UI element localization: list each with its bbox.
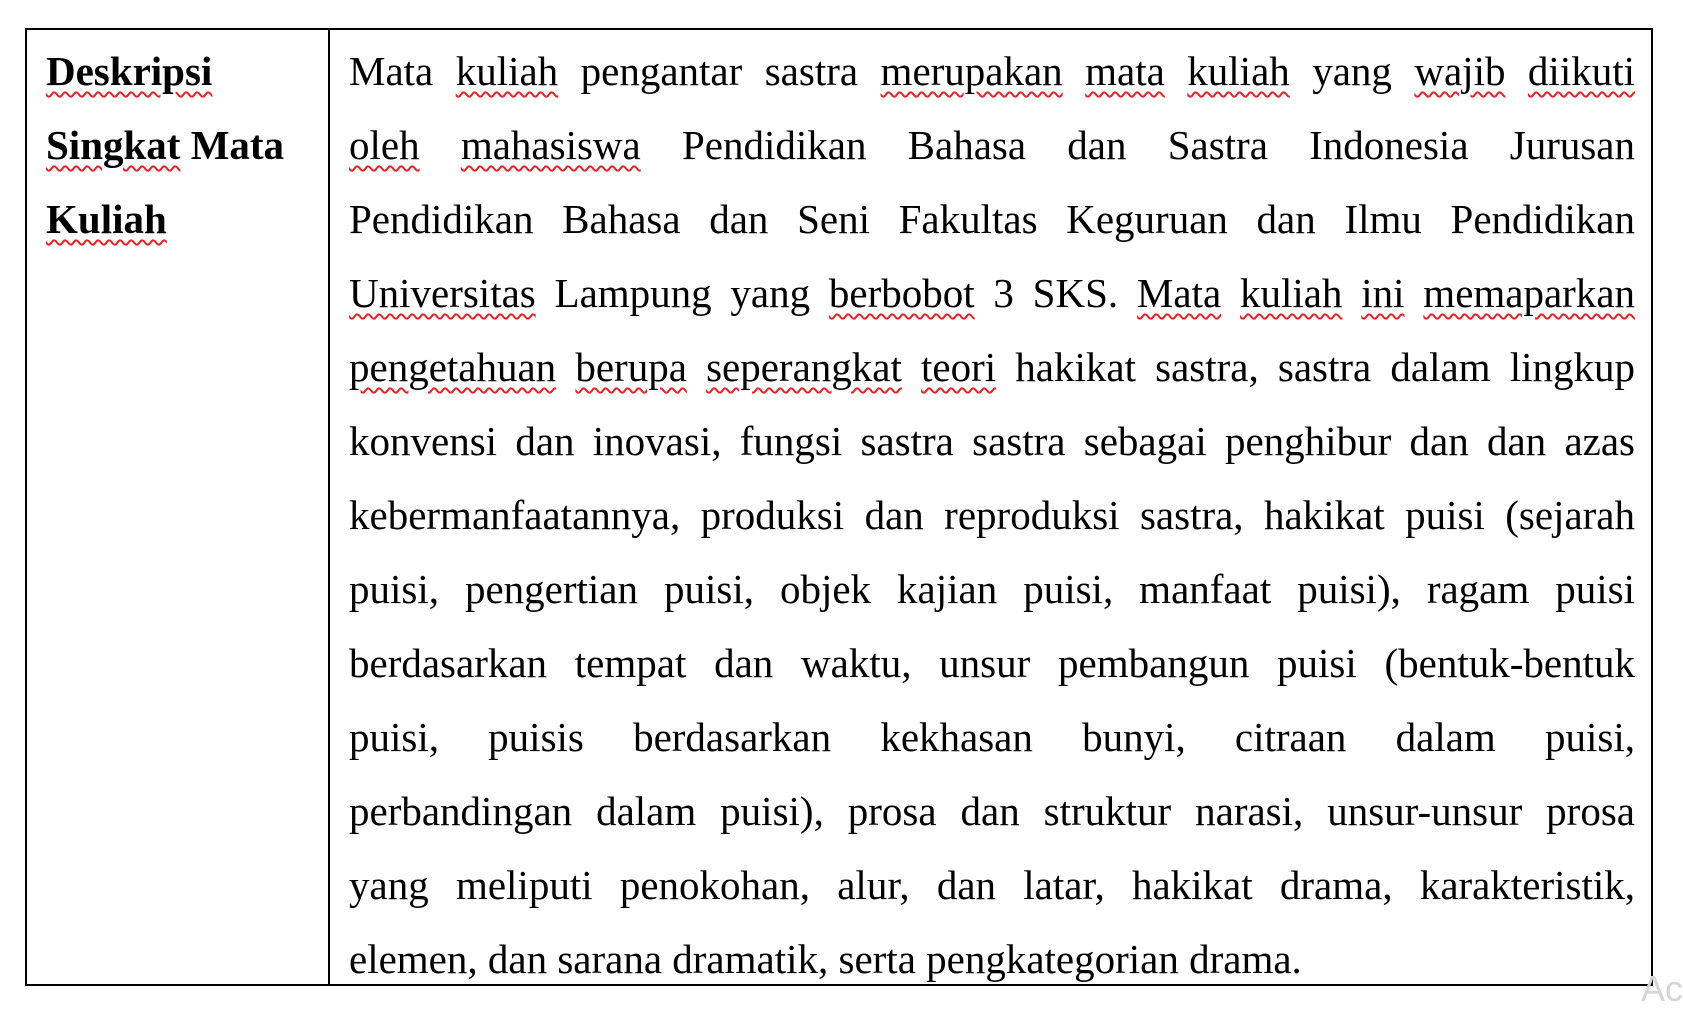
- label-line-1: Deskripsi: [46, 48, 213, 94]
- description-line-6: konvensi dan inovasi, fungsi sastra sastra sebagai penghibur dan dan azas: [349, 418, 1635, 464]
- description-line-2: oleh mahasiswa Pendidikan Bahasa dan Sastra Indonesia Jurusan: [349, 122, 1636, 168]
- label-line-2: Singkat Mata: [46, 122, 285, 168]
- description-line-11: perbandingan dalam puisi), prosa dan struktur narasi, unsur-unsur prosa: [349, 788, 1635, 834]
- label-word-singkat: Singkat: [46, 122, 181, 168]
- description-line-8: puisi, pengertian puisi, objek kajian puisi, manfaat puisi), ragam puisi: [349, 566, 1635, 612]
- course-description-table: [25, 28, 1653, 986]
- description-line-1: Mata kuliah pengantar sastra merupakan mata kuliah yang wajib diikuti: [349, 48, 1635, 94]
- label-cell: [27, 30, 330, 984]
- watermark-text: Ac: [1640, 968, 1683, 1009]
- description-line-12: yang meliputi penokohan, alur, dan latar, hakikat drama, karakteristik,: [349, 862, 1635, 908]
- description-line-9: berdasarkan tempat dan waktu, unsur pembangun puisi (bentuk-bentuk: [349, 640, 1635, 686]
- description-line-13: elemen, dan sarana dramatik, serta pengkategorian drama.: [349, 936, 1302, 982]
- description-line-10: puisi, puisis berdasarkan kekhasan bunyi, citraan dalam puisi,: [349, 714, 1635, 760]
- description-cell: [330, 30, 1651, 984]
- label-line-3: Kuliah: [46, 196, 167, 242]
- description-line-5: pengetahuan berupa seperangkat teori hakikat sastra, sastra dalam lingkup: [349, 344, 1636, 390]
- description-line-7: kebermanfaatannya, produksi dan reproduksi sastra, hakikat puisi (sejarah: [349, 492, 1635, 538]
- description-line-4: Universitas Lampung yang berbobot 3 SKS. Mata kuliah ini memaparkan: [349, 270, 1636, 316]
- description-line-3: Pendidikan Bahasa dan Seni Fakultas Keguruan dan Ilmu Pendidikan: [349, 196, 1635, 242]
